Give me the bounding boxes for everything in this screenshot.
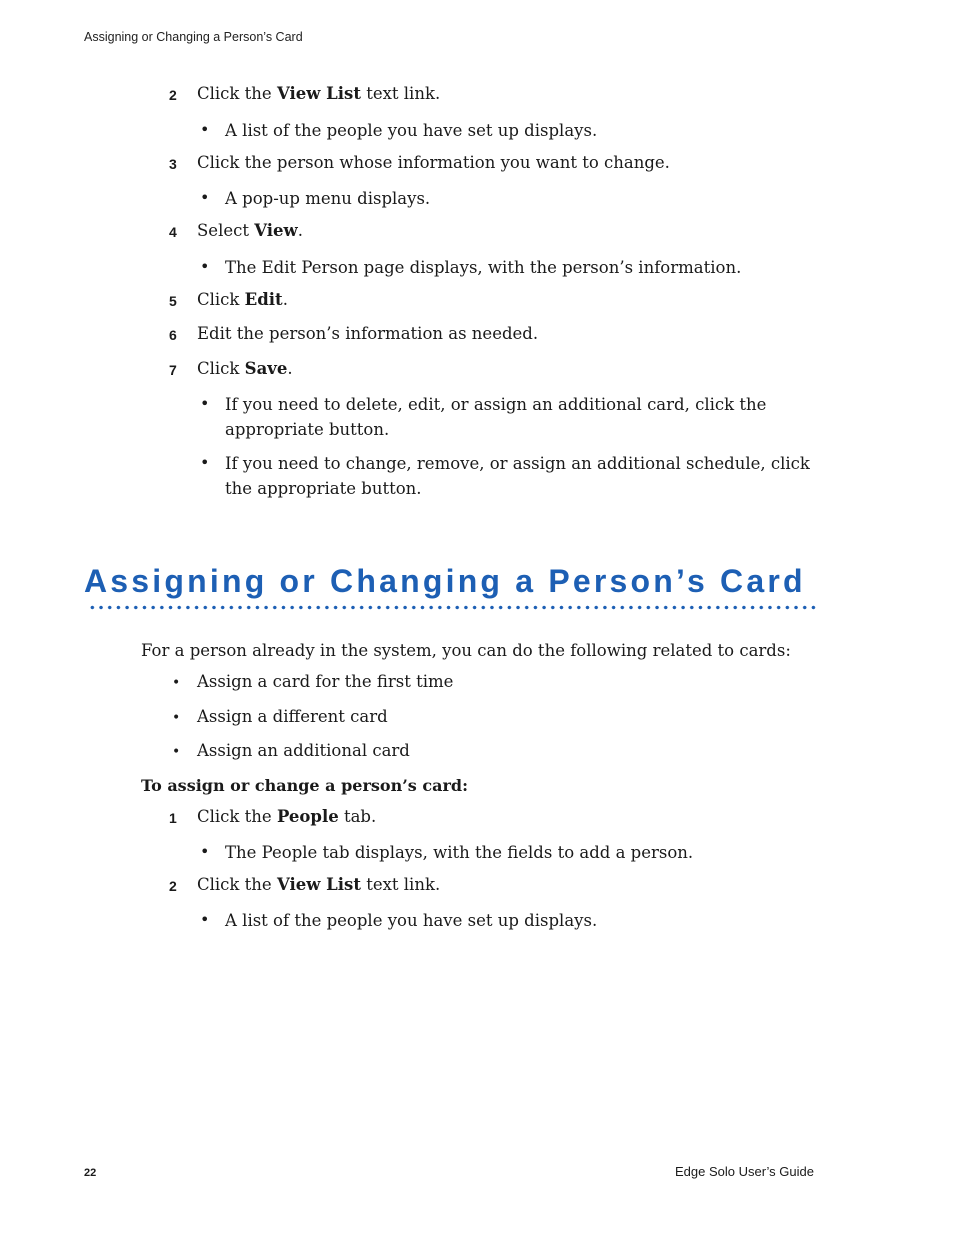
step-text: Click Edit. xyxy=(197,290,288,309)
step-text: Click the People tab. xyxy=(197,807,377,826)
step-text: Click the person whose information you want to change. xyxy=(197,153,670,172)
page-number: 22 xyxy=(84,1167,97,1179)
bullet-icon: • xyxy=(172,744,181,760)
bullet-text: A pop-up menu displays. xyxy=(225,189,431,208)
bullet-icon: • xyxy=(200,910,210,929)
bullet-text: The People tab displays, with the fields to add a person. xyxy=(225,843,694,862)
option-item: Assign a card for the first time xyxy=(197,672,454,691)
bullet-text: If you need to delete, edit, or assign an additional card, click the appropriate button. xyxy=(225,395,767,439)
step-text: Click the View List text link. xyxy=(197,875,441,894)
ui-term: View List xyxy=(276,84,361,103)
bullet-icon: • xyxy=(200,188,210,207)
bullet-icon: • xyxy=(200,453,210,472)
ui-term: Edit xyxy=(244,290,283,309)
procedure-heading: To assign or change a person’s card: xyxy=(141,776,468,795)
step-number: 3 xyxy=(169,156,177,172)
ui-term: Save xyxy=(244,359,288,378)
option-item: Assign a different card xyxy=(197,707,388,726)
bullet-icon: • xyxy=(172,710,181,726)
intro-paragraph: For a person already in the system, you can do the following related to cards: xyxy=(141,641,791,660)
step-text: Click Save. xyxy=(197,359,293,378)
ui-term: View List xyxy=(276,875,361,894)
option-item: Assign an additional card xyxy=(197,741,410,760)
ui-term: View xyxy=(254,221,298,240)
step-number: 2 xyxy=(169,87,177,103)
step-text: Edit the person’s information as needed. xyxy=(197,324,539,343)
step-number: 5 xyxy=(169,293,177,309)
dotted-rule xyxy=(88,604,816,611)
step-number: 7 xyxy=(169,362,177,378)
bullet-icon: • xyxy=(200,394,210,413)
bullet-text: The Edit Person page displays, with the person’s information. xyxy=(225,258,742,277)
bullet-text: A list of the people you have set up displays. xyxy=(225,121,598,140)
step-number: 6 xyxy=(169,327,177,343)
footer-guide-title: Edge Solo User’s Guide xyxy=(675,1164,814,1179)
section-title: Assigning or Changing a Person’s Card xyxy=(84,563,806,599)
step-number: 4 xyxy=(169,224,177,240)
bullet-icon: • xyxy=(200,120,210,139)
running-header: Assigning or Changing a Person’s Card xyxy=(84,30,303,44)
bullet-icon: • xyxy=(200,257,210,276)
bullet-icon: • xyxy=(172,675,181,691)
step-text: Click the View List text link. xyxy=(197,84,441,103)
step-number: 2 xyxy=(169,878,177,894)
step-text: Select View. xyxy=(197,221,303,240)
bullet-text: If you need to change, remove, or assign an additional schedule, click the appropriate button. xyxy=(225,454,810,498)
ui-term: People xyxy=(276,807,339,826)
step-number: 1 xyxy=(169,810,177,826)
bullet-icon: • xyxy=(200,842,210,861)
bullet-text: A list of the people you have set up displays. xyxy=(225,911,598,930)
